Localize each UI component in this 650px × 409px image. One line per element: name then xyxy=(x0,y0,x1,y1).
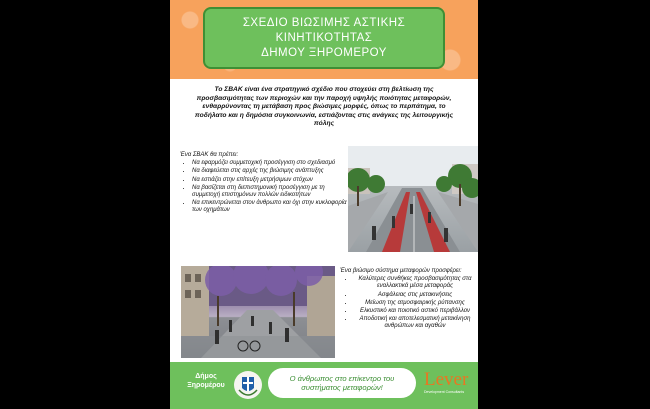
list-item: • Ελκυστικό και ποιοτικό αστικό περιβάλλον xyxy=(354,308,476,315)
title-line-3: ΔΗΜΟΥ ΞΗΡΟΜΕΡΟΥ xyxy=(261,46,387,59)
title-line-1: ΣΧΕΔΙΟ ΒΙΩΣΙΜΗΣ ΑΣΤΙΚΗΣ xyxy=(242,16,406,29)
list-item: • Ασφάλειας στις μετακινήσεις xyxy=(354,292,476,299)
benefits-list xyxy=(340,268,476,332)
list-item: • Να επικεντρώνεται στον άνθρωπο και όχι στην κυκλοφορία των οχημάτων xyxy=(192,200,348,214)
greek-coat-of-arms-icon xyxy=(234,368,262,402)
list-item: • Να εφαρμόζει συμμετοχική προσέγγιση στο σχεδιασμό xyxy=(192,160,348,167)
footer-bar xyxy=(170,362,478,409)
title-box xyxy=(203,7,445,69)
pedestrian-street-image xyxy=(181,266,335,358)
pedestrian-scene-illustration xyxy=(181,266,335,358)
list-item: • Καλύτερες συνθήκες προσβασιμότητας στα εναλλακτικά μέσα μεταφοράς xyxy=(354,276,476,290)
header-banner xyxy=(170,0,478,79)
requirements-list xyxy=(180,152,348,216)
street-scene-illustration xyxy=(348,146,478,252)
benefits-heading: Ένα βιώσιμο σύστημα μεταφορών προσφέρει: xyxy=(340,268,462,274)
municipality-line-2: Ξηρομέρου xyxy=(187,382,225,389)
requirements-heading: Ένα ΣΒΑΚ θα πρέπει: xyxy=(180,152,239,158)
slogan-line-2: συστήματος μεταφορών! xyxy=(301,383,383,392)
list-item: • Να βασίζεται στη διεπιστημονική προσέγγιση με τη συμμετοχή επιστημόνων πολλών ειδικοτήτων xyxy=(192,185,348,199)
slogan-bubble xyxy=(268,368,416,398)
list-item: • Μείωση της ατμοσφαιρικής ρύπανσης xyxy=(354,300,476,307)
title-line-2: ΚΙΝΗΤΙΚΟΤΗΤΑΣ xyxy=(275,31,373,44)
slogan-line-1: Ο άνθρωπος στο επίκεντρο του xyxy=(289,373,395,383)
poster xyxy=(170,0,478,409)
brand-name: Lever xyxy=(424,369,469,390)
intro-paragraph: Το ΣΒΑΚ είναι ένα στρατηγικό σχέδιο που στοχεύει στη βελτίωση της προσβασιμότητας των περιοχών και την παροχή υψηλής ποιότητας μεταφορών, ενθαρρύνοντας τη μετάβαση προς βιώσιμες μορφές, όπως το περπάτημα, το ποδήλατο και η δημόσια συγκοινωνία, εστιάζοντας στις ανάγκες της λειτουργικής πόλης xyxy=(194,86,454,128)
lever-logo xyxy=(424,370,476,400)
list-item: • Αποδοτική και αποτελεσματική μετακίνηση ανθρώπων και αγαθών xyxy=(354,316,476,330)
street-rendering-image xyxy=(348,146,478,252)
brand-subtitle: Development Consultants xyxy=(424,390,465,394)
municipality-name xyxy=(182,372,230,390)
list-item: • Να διαφεύεται στις αρχές της βιώσιμης ανάπτυξης xyxy=(192,168,348,175)
municipality-line-1: Δήμος xyxy=(195,373,217,380)
list-item: • Να εστιάζει στην επίτευξη μετρήσιμων στόχων xyxy=(192,177,348,184)
